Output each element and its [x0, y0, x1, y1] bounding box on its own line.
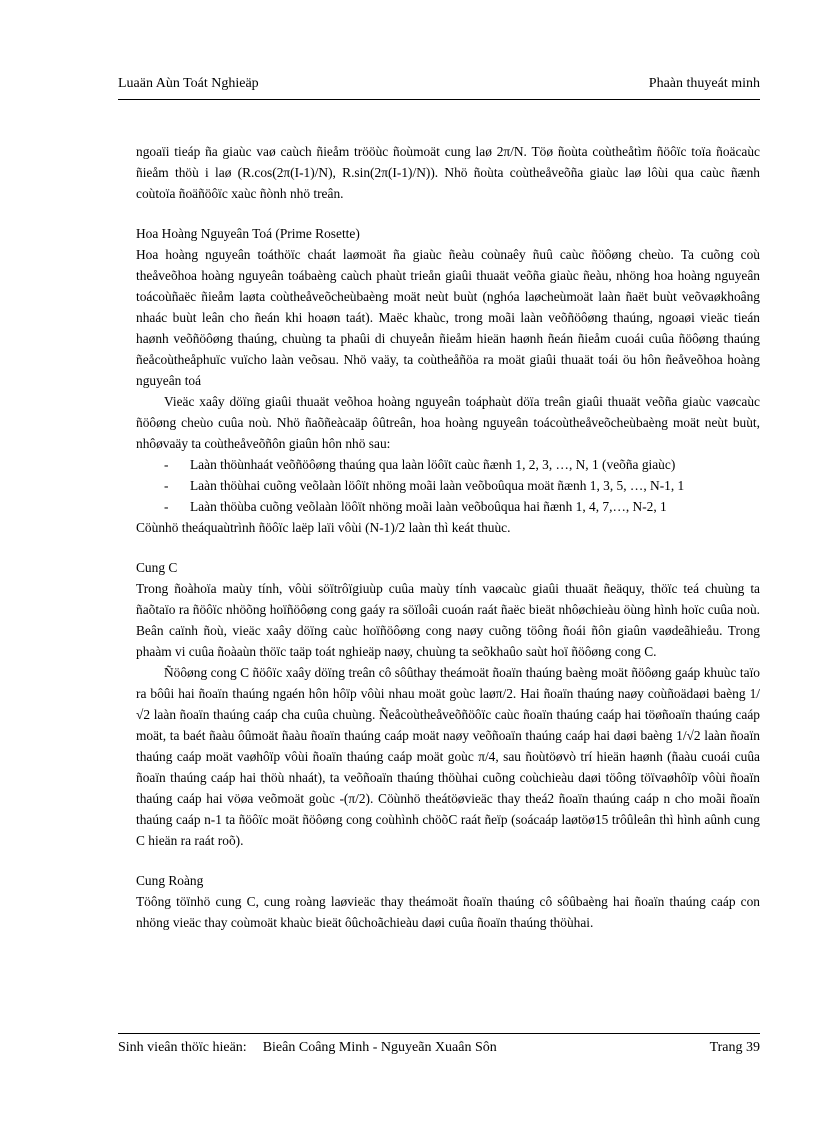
footer-rule	[118, 1033, 760, 1034]
section-heading-dragon-curve: Cung Roàng	[136, 873, 204, 888]
section-heading-prime-rosette: Hoa Hoàng Nguyeân Toá (Prime Rosette)	[136, 226, 360, 241]
header-document-title: Luaän Aùn Toát Nghieäp	[118, 76, 259, 91]
page-content	[136, 141, 760, 933]
intro-paragraph: ngoaïi tieáp ña giaùc vaø caùch ñieåm trööùc ñoùmoät cung laø 2π/N. Töø ñoùta coùtheåtìm ñöôïc toïa ñoäcaùc ñieåm thöù i laø (R.cos(2π(I-1)/N), R.sin(2π(I-1)/N)). Nhö ñoùta coùtheåveõña giaùc laø lôùi qua caùc ñænh coùtoïa ñoäñöôïc xaùc ñònh nhö treân.	[136, 144, 760, 201]
footer-authors: Bieân Coâng Minh - Nguyeãn Xuaân Sôn	[262, 1040, 497, 1055]
footer-authors-block	[118, 1040, 497, 1056]
list-item: - Laàn thöùhai cuõng veõlaàn löôït nhöng moãi laàn veõboûqua moät ñænh 1, 3, 5, …, N-1, 1	[164, 475, 760, 496]
prime-rosette-steps-list	[136, 454, 760, 517]
page-number: Trang 39	[709, 1040, 760, 1055]
page-footer	[118, 1040, 760, 1056]
prime-rosette-paragraph-3: Cöùnhö theáquaùtrình ñöôïc laëp laïi vôùi (N-1)/2 laàn thì keát thuùc.	[136, 520, 511, 535]
footer-label: Sinh vieân thöïc hieän:	[118, 1040, 247, 1055]
prime-rosette-paragraph-2: Vieäc xaây döïng giaûi thuaät veõhoa hoàng nguyeân toáphaùt döïa treân giaûi thuaät veõña giaùc vaøcaùc ñöôøng cheùo cuûa noù. Nhö ñaõñeàcaäp ôûtreân, hoa hoàng nguyeân toácoùtheåveõcheùbaèng moät neùt buùt, nhôøvaäy ta coùtheåveõñôn giaûn hôn nhö sau:	[136, 394, 760, 451]
list-item: - Laàn thöùnhaát veõñöôøng thaúng qua laàn löôït caùc ñænh 1, 2, 3, …, N, 1 (veõña giaùc)	[164, 454, 760, 475]
c-curve-paragraph-2: Ñöôøng cong C ñöôïc xaây döïng treân cô sôûthay theámoät ñoaïn thaúng baèng moät ñöôøng gaáp khuùc taïo ra bôûi hai ñoaïn thaúng ngaén hôn hôïp vôùi nhau moät goùc laøπ/2. Hai ñoaïn thaúng naøy coùñoädaøi baèng 1/√2 laàn ñoaïn thaúng caáp cha cuûa chuùng. Ñeåcoùtheåveõñöôïc caùc ñoaïn thaúng caáp hai töøñoaïn thaúng caáp moät, ta baét ñaàu ôûmoät ñaàu ñoaïn thaúng caáp moät naøy veõñoaïn thaúng caáp hai daøi baèng 1/√2 laàn ñoaïn thaúng caáp moät vaøhôïp vôùi ñoaïn thaúng caáp moät goùc π/4, sau ñoùtöøvò trí hieän haønh (ñaàu cuoái cuûa ñoaïn thaúng caáp hai thöù nhaát), ta veõñoaïn thaúng thöùhai cuõng coùchieàu daøi töông töïvaøhôïp vôùi ñoaïn thaúng caáp hai vöøa veõmoät goùc -(π/2). Cöùnhö theátöøvieäc thay theá2 ñoaïn thaúng caáp n cho moãi ñoaïn thaúng caáp n-1 ta ñöôïc moät ñöôøng cong coùhình chöõC raát ñeïp (soácaáp laøtöø15 trôûleân thì hình aûnh cung C hieän ra raát roõ).	[136, 665, 760, 848]
header-rule	[118, 99, 760, 100]
c-curve-paragraph-1: Trong ñoàhoïa maùy tính, vôùi söïtrôïgiuùp cuûa maùy tính vaøcaùc giaûi thuaät ñeäquy, thöïc teá chuùng ta ñaõtaïo ra ñöôïc nhöõng hoïñöôøng cong gaáy ra söïloâi cuoán raát ñaëc bieät nhôøchieàu öùng hình hoïc cuûa noù. Beân caïnh ñoù, vieäc xaây döïng caùc hoïñöôøng cong naøy cuõng töông ñoái ñôn giaûn vaødeãhieåu. Trong phaàm vi cuûa ñoàaùn thöïc taäp toát nghieäp naøy, chuùng ta seõkhaûo saùt hoï ñöôøng cong C.	[136, 581, 760, 659]
dragon-curve-paragraph-1: Töông töïnhö cung C, cung roàng laøvieäc thay theámoät ñoaïn thaúng cô sôûbaèng hai ñoaïn thaúng caáp con nhöng vieäc thay coùmoät khaùc bieät ôûchoãchieàu daøi cuûa ñoaïn thaúng thöùhai.	[136, 894, 760, 930]
section-heading-c-curve: Cung C	[136, 560, 178, 575]
prime-rosette-paragraph-1: Hoa hoàng nguyeân toáthöïc chaát laømoät ña giaùc ñeàu coùnaêy ñuû caùc ñöôøng cheùo. Ta cuõng coù theåveõhoa hoàng nguyeân toábaèng caùch phaùt trieån giaûi thuaät veõña giaùc ñeàu, nhöng hoa hoàng nguyeân toácoùñaëc ñieåm laøta coùtheåveõcheùbaèng moät neùt buùt (nghóa laøcheùmoät laàn ñaët buùt veõvaøkhoâng nhaác buùt leân cho ñeán khi hoaøn taát). Maëc khaùc, trong moãi laàn veõñöôøng thaúng, ngoaøi vieäc tieán haønh veõñöôøng thaúng, chuùng ta phaûi di chuyeån ñieåm hieän haønh ñeán ñieåm cuoái cuûa ñöôøng thaúng ñeåcoùtheåphuïc vuïcho laàn veõsau. Nhö vaäy, ta coùtheåñöa ra moät giaûi thuaät toái öu hôn ñeåveõhoa hoàng nguyeân toá	[136, 247, 760, 388]
page-header	[118, 76, 760, 92]
list-item: - Laàn thöùba cuõng veõlaàn löôït nhöng moãi laàn veõboûqua hai ñænh 1, 4, 7,…, N-2, 1	[164, 496, 760, 517]
header-section-title: Phaàn thuyeát minh	[648, 76, 760, 91]
